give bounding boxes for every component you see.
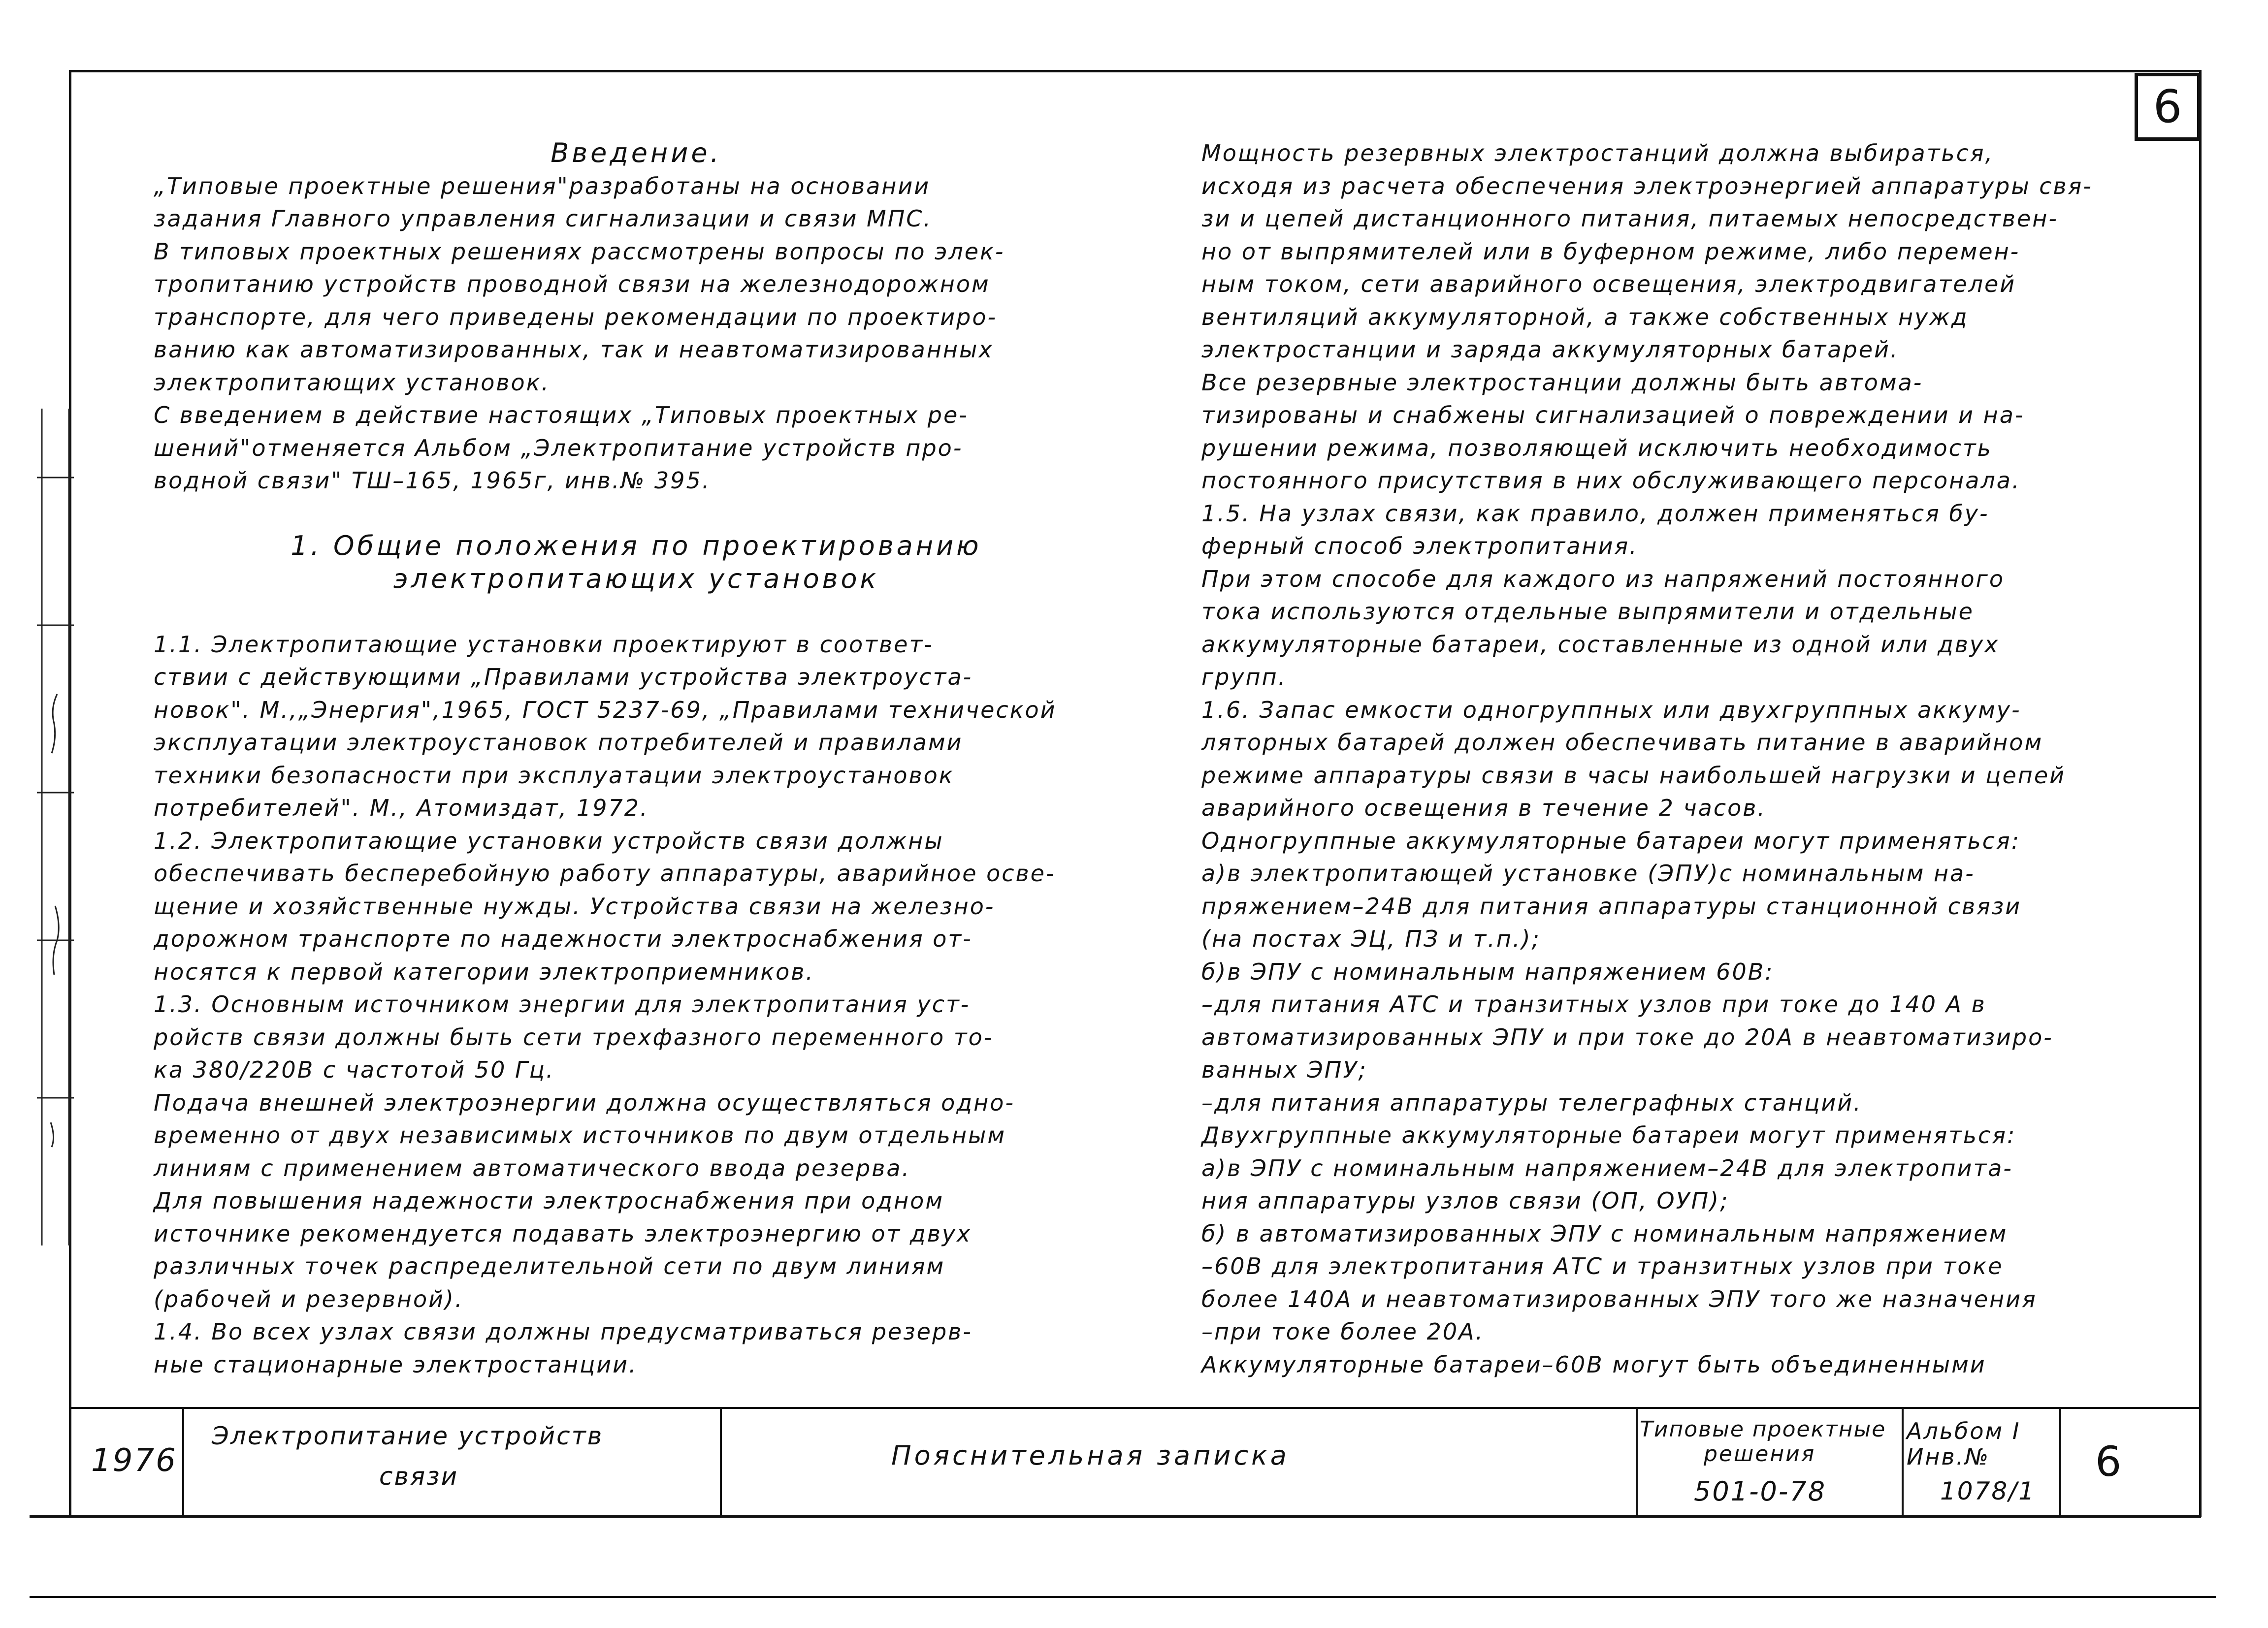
text-line: –при токе более 20А.: [1201, 1318, 1485, 1345]
text-line: 1.3. Основным источником энергии для электропитания уст-: [154, 991, 971, 1018]
frame-title-top-line: [69, 1407, 2201, 1409]
text-line: водной связи" ТШ–165, 1965г, инв.№ 395.: [154, 467, 711, 494]
text-line: 1.6. Запас емкости одногруппных или двухгруппных аккуму-: [1201, 696, 2021, 723]
text-line: различных точек распределительной сети по двум линиям: [154, 1253, 945, 1279]
text-line: В типовых проектных решениях рассмотрены вопросы по элек-: [154, 238, 1005, 265]
text-line: постоянного присутствия в них обслуживающего персонала.: [1201, 467, 2021, 494]
text-line: линиям с применением автоматического ввода резерва.: [154, 1154, 911, 1181]
text-line: электростанции и заряда аккумуляторных батарей.: [1201, 336, 1899, 363]
text-line: Для повышения надежности электроснабжения при одном: [154, 1187, 944, 1214]
title-block-inv-label: Инв.№: [1907, 1443, 1990, 1470]
text-line: исходя из расчета обеспечения электроэнергией аппаратуры свя-: [1201, 172, 2093, 199]
text-line: ройств связи должны быть сети трехфазного переменного то-: [154, 1023, 994, 1051]
text-line: 1.5. На узлах связи, как правило, должен применяться бу-: [1201, 500, 1989, 527]
text-line: При этом способе для каждого из напряжений постоянного: [1201, 565, 2005, 592]
title-block-divider: [1636, 1407, 1638, 1516]
text-line: Одногруппные аккумуляторные батареи могут применяться:: [1201, 827, 2021, 854]
text-line: б)в ЭПУ с номинальным напряжением 60В:: [1201, 958, 1774, 985]
frame-bottom-line: [30, 1515, 2201, 1518]
text-line: „Типовые проектные решения"разработаны на основании: [154, 172, 931, 199]
text-line: вентиляций аккумуляторной, а также собственных нужд: [1201, 303, 1969, 330]
text-line: потребителей". М., Атомиздат, 1972.: [154, 795, 649, 821]
text-line: а)в электропитающей установке (ЭПУ)с номинальным на-: [1201, 860, 1975, 887]
text-line: тропитанию устройств проводной связи на железнодорожном: [154, 271, 990, 297]
text-line: ка 380/220В с частотой 50 Гц.: [154, 1056, 555, 1083]
text-line: более 140А и неавтоматизированных ЭПУ того же назначения: [1201, 1285, 2037, 1312]
text-line: тизированы и снабжены сигнализацией о повреждении и на-: [1201, 402, 2025, 428]
title-block-sheet-number: 6: [2095, 1437, 2123, 1486]
title-block-subject-line1: Электропитание устройств: [212, 1422, 604, 1450]
title-block-divider: [2059, 1407, 2061, 1516]
text-line: Все резервные электростанции должны быть автома-: [1201, 369, 1923, 396]
title-block-series-line2: решения: [1704, 1441, 1816, 1467]
title-block-subject-line2: связи: [379, 1462, 459, 1491]
text-line: режиме аппаратуры связи в часы наибольшей нагрузки и цепей: [1201, 762, 2066, 789]
title-block-divider: [1902, 1407, 1904, 1516]
text-line: Мощность резервных электростанций должна выбираться,: [1201, 140, 1994, 166]
text-line: источнике рекомендуется подавать электроэнергию от двух: [154, 1220, 972, 1247]
text-line: носятся к первой категории электроприемников.: [154, 958, 814, 985]
blank-line: [154, 595, 1119, 628]
text-line: а)в ЭПУ с номинальным напряжением–24В для электропита-: [1201, 1154, 2013, 1181]
section-heading: Введение.: [551, 137, 722, 168]
text-line: ствии с действующими „Правилами устройства электроуста-: [154, 664, 973, 690]
text-line: Подача внешней электроэнергии должна осуществляться одно-: [154, 1089, 1015, 1116]
text-line: временно от двух независимых источников по двум отдельным: [154, 1122, 1006, 1149]
text-line: ванию как автоматизированных, так и неавтоматизированных: [154, 336, 994, 363]
text-line: новок". М.,„Энергия",1965, ГОСТ 5237-69, „Правилами технической: [154, 696, 1057, 723]
section-heading: 1. Общие положения по проектированию: [291, 530, 982, 561]
page-bottom-rule: [30, 1596, 2216, 1598]
title-block-inv-number: 1078/1: [1940, 1477, 2036, 1505]
text-line: дорожном транспорте по надежности электроснабжения от-: [154, 926, 972, 952]
text-line: 1.1. Электропитающие установки проектируют в соответ-: [154, 631, 934, 658]
text-line: аварийного освещения в течение 2 часов.: [1201, 795, 1766, 821]
text-line: но от выпрямителей или в буферном режиме, либо перемен-: [1201, 238, 2020, 265]
text-line: зи и цепей дистанционного питания, питаемых непосредствен-: [1201, 205, 2058, 232]
section-heading: электропитающих установок: [393, 563, 879, 594]
text-line: б) в автоматизированных ЭПУ с номинальным напряжением: [1201, 1220, 2008, 1247]
title-block-album-label: Альбом I: [1907, 1418, 2021, 1444]
text-line: транспорте, для чего приведены рекомендации по проектиро-: [154, 303, 998, 330]
title-block-document-type: Пояснительная записка: [891, 1440, 1290, 1471]
left-text-column: [154, 137, 1119, 1381]
frame-top-line: [69, 70, 2201, 72]
title-block-series-line1: Типовые проектные: [1640, 1417, 1886, 1442]
title-block-series-code: 501-0-78: [1694, 1476, 1827, 1507]
text-line: Аккумуляторные батареи–60В могут быть объединенными: [1201, 1351, 1986, 1378]
title-block-divider: [720, 1407, 722, 1516]
text-line: –для питания аппаратуры телеграфных станций.: [1201, 1089, 1862, 1116]
blank-line: [154, 497, 1119, 530]
text-line: обеспечивать бесперебойную работу аппаратуры, аварийное осве-: [154, 860, 1056, 887]
text-line: шений"отменяется Альбом „Электропитание устройств про-: [154, 434, 963, 461]
text-line: рушении режима, позволяющей исключить необходимость: [1201, 434, 1992, 461]
right-text-column: [1201, 137, 2167, 1381]
text-line: групп.: [1201, 664, 1287, 690]
text-line: С введением в действие настоящих „Типовых проектных ре-: [154, 402, 969, 428]
text-line: щение и хозяйственные нужды. Устройства связи на железно-: [154, 893, 995, 920]
text-line: эксплуатации электроустановок потребителей и правилами: [154, 729, 963, 756]
text-line: ния аппаратуры узлов связи (ОП, ОУП);: [1201, 1187, 1729, 1214]
text-line: ванных ЭПУ;: [1201, 1056, 1367, 1083]
text-line: (рабочей и резервной).: [154, 1285, 464, 1312]
text-line: автоматизированных ЭПУ и при токе до 20А в неавтоматизиро-: [1201, 1023, 2053, 1051]
text-line: аккумуляторные батареи, составленные из одной или двух: [1201, 631, 2000, 658]
margin-stamp-marks: [27, 409, 81, 1245]
title-block-year: 1976: [91, 1442, 177, 1479]
text-line: техники безопасности при эксплуатации электроустановок: [154, 762, 954, 789]
title-block-divider: [182, 1407, 184, 1516]
text-line: 1.4. Во всех узлах связи должны предусматриваться резерв-: [154, 1318, 972, 1345]
frame-right-line: [2199, 70, 2202, 1517]
text-line: задания Главного управления сигнализации и связи МПС.: [154, 205, 933, 232]
text-line: электропитающих установок.: [154, 369, 550, 396]
text-line: ферный способ электропитания.: [1201, 533, 1638, 559]
text-line: ные стационарные электростанции.: [154, 1351, 638, 1378]
text-line: ляторных батарей должен обеспечивать питание в аварийном: [1201, 729, 2043, 756]
text-line: (на постах ЭЦ, ПЗ и т.п.);: [1201, 926, 1541, 952]
text-line: –60В для электропитания АТС и транзитных узлов при токе: [1201, 1253, 2004, 1279]
text-line: пряжением–24В для питания аппаратуры станционной связи: [1201, 893, 2022, 920]
text-line: ным током, сети аварийного освещения, электродвигателей: [1201, 271, 2016, 297]
text-line: 1.2. Электропитающие установки устройств связи должны: [154, 827, 944, 854]
page-number-box: 6: [2135, 73, 2201, 141]
text-line: –для питания АТС и транзитных узлов при токе до 140 А в: [1201, 991, 1986, 1018]
text-line: тока используются отдельные выпрямители и отдельные: [1201, 598, 1974, 625]
text-line: Двухгруппные аккумуляторные батареи могут применяться:: [1201, 1122, 2016, 1149]
